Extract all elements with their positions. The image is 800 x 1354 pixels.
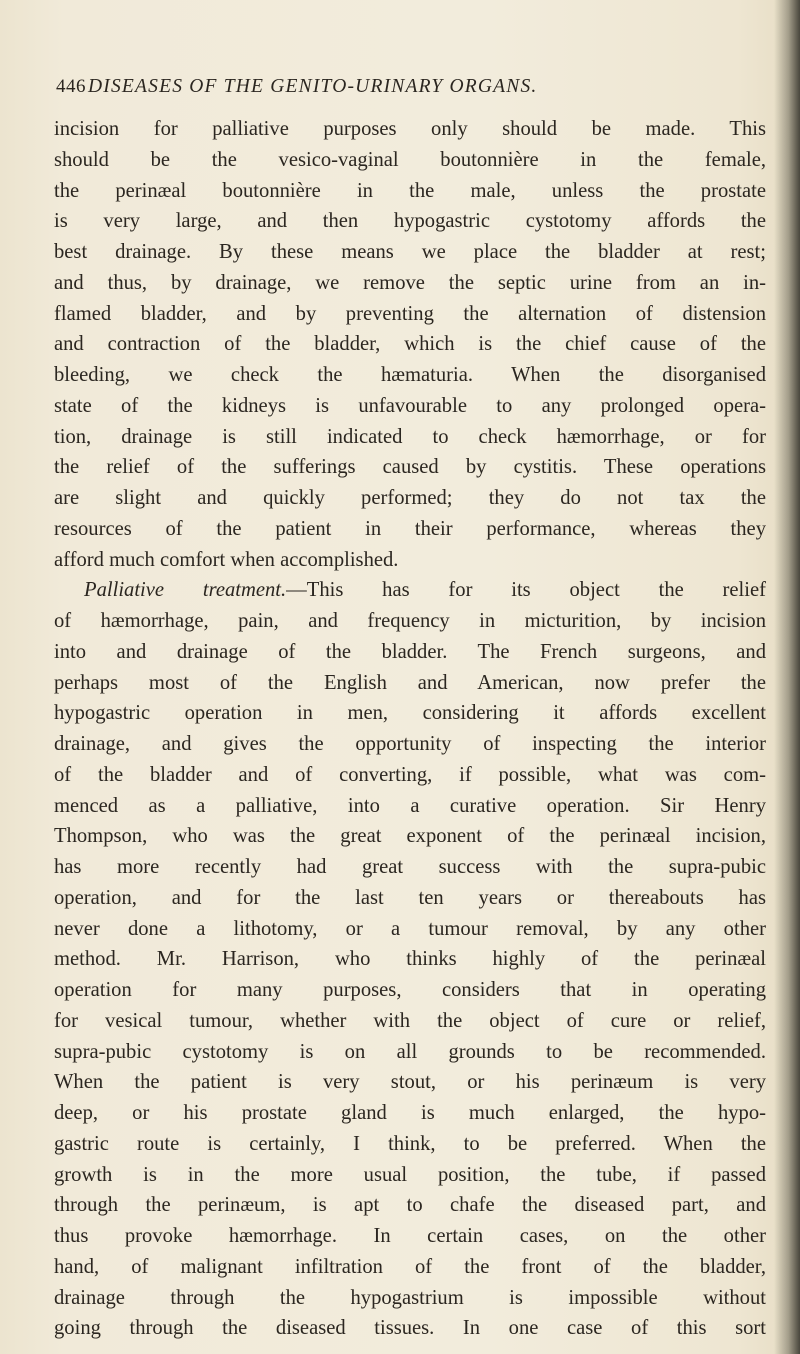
text-line: When the patient is very stout, or his perinæum is very — [54, 1071, 766, 1094]
text-line: thus provoke hæmorrhage. In certain cases, on the other — [54, 1225, 766, 1247]
heading-line-text: —This has for its object the relief — [286, 579, 766, 602]
text-line: bleeding, we check the hæmaturia. When the disorganised — [54, 364, 766, 386]
page-edge-shadow — [774, 0, 800, 1354]
section-heading: Palliative treatment. — [84, 579, 287, 602]
text-line: method. Mr. Harrison, who thinks highly of the perinæal — [54, 948, 766, 971]
text-line: drainage through the hypogastrium is impossible without — [54, 1286, 766, 1309]
text-line: afford much comfort when accomplished. — [54, 548, 399, 571]
text-line: never done a lithotomy, or a tumour removal, by any other — [54, 917, 766, 940]
text-line: deep, or his prostate gland is much enlarged, the hypo- — [54, 1102, 766, 1124]
text-line: operation, and for the last ten years or thereabouts has — [54, 886, 766, 909]
text-line: the relief of the sufferings caused by cystitis. These operations — [54, 456, 766, 479]
text-line: has more recently had great success with the supra-pubic — [54, 856, 766, 878]
text-line: is very large, and then hypogastric cystotomy affords the — [54, 210, 766, 233]
text-line: gastric route is certainly, I think, to be preferred. When the — [54, 1132, 766, 1155]
text-line: and contraction of the bladder, which is the chief cause of the — [54, 333, 766, 356]
text-line: menced as a palliative, into a curative operation. Sir Henry — [54, 794, 766, 817]
text-line: perhaps most of the English and American, now prefer the — [54, 671, 766, 694]
text-line: for vesical tumour, whether with the object of cure or relief, — [54, 1009, 766, 1032]
text-line — [54, 575, 766, 606]
text-line: supra-pubic cystotomy is on all grounds to be recommended. — [54, 1040, 766, 1063]
paragraph-1 — [54, 114, 766, 575]
text-line: hypogastric operation in men, considering it affords excellent — [54, 702, 766, 725]
text-line: hand, of malignant infiltration of the front of the bladder, — [54, 1255, 766, 1278]
text-line: are slight and quickly performed; they do not tax the — [54, 487, 766, 509]
text-line: resources of the patient in their performance, whereas they — [54, 517, 766, 540]
text-line: best drainage. By these means we place the bladder at rest; — [54, 241, 766, 263]
page-header — [56, 76, 756, 106]
text-line: drainage, and gives the opportunity of inspecting the interior — [54, 733, 766, 755]
running-title: DISEASES OF THE GENITO-URINARY ORGANS. — [88, 76, 538, 97]
text-line: incision for palliative purposes only should be made. This — [54, 118, 766, 140]
text-line: and thus, by drainage, we remove the septic urine from an in- — [54, 271, 766, 294]
text-line: tion, drainage is still indicated to check hæmorrhage, or for — [54, 425, 766, 448]
text-line: into and drainage of the bladder. The French surgeons, and — [54, 640, 766, 663]
page-number: 446 — [56, 76, 86, 97]
body-text — [54, 114, 766, 1344]
text-line: state of the kidneys is unfavourable to any prolonged opera- — [54, 394, 766, 417]
text-line: the perinæal boutonnière in the male, unless the prostate — [54, 179, 766, 202]
text-line: operation for many purposes, considers that in operating — [54, 979, 766, 1001]
text-line: flamed bladder, and by preventing the alternation of distension — [54, 302, 766, 325]
text-line: growth is in the more usual position, the tube, if passed — [54, 1163, 766, 1186]
paragraph-2 — [54, 575, 766, 1344]
text-line: Thompson, who was the great exponent of the perinæal incision, — [54, 825, 766, 848]
text-line: of hæmorrhage, pain, and frequency in micturition, by incision — [54, 610, 766, 632]
text-line: should be the vesico-vaginal boutonnière in the female, — [54, 148, 766, 171]
text-line: of the bladder and of converting, if possible, what was com- — [54, 763, 766, 786]
text-line: through the perinæum, is apt to chafe the diseased part, and — [54, 1194, 766, 1217]
text-line: going through the diseased tissues. In one case of this sort — [54, 1317, 766, 1340]
